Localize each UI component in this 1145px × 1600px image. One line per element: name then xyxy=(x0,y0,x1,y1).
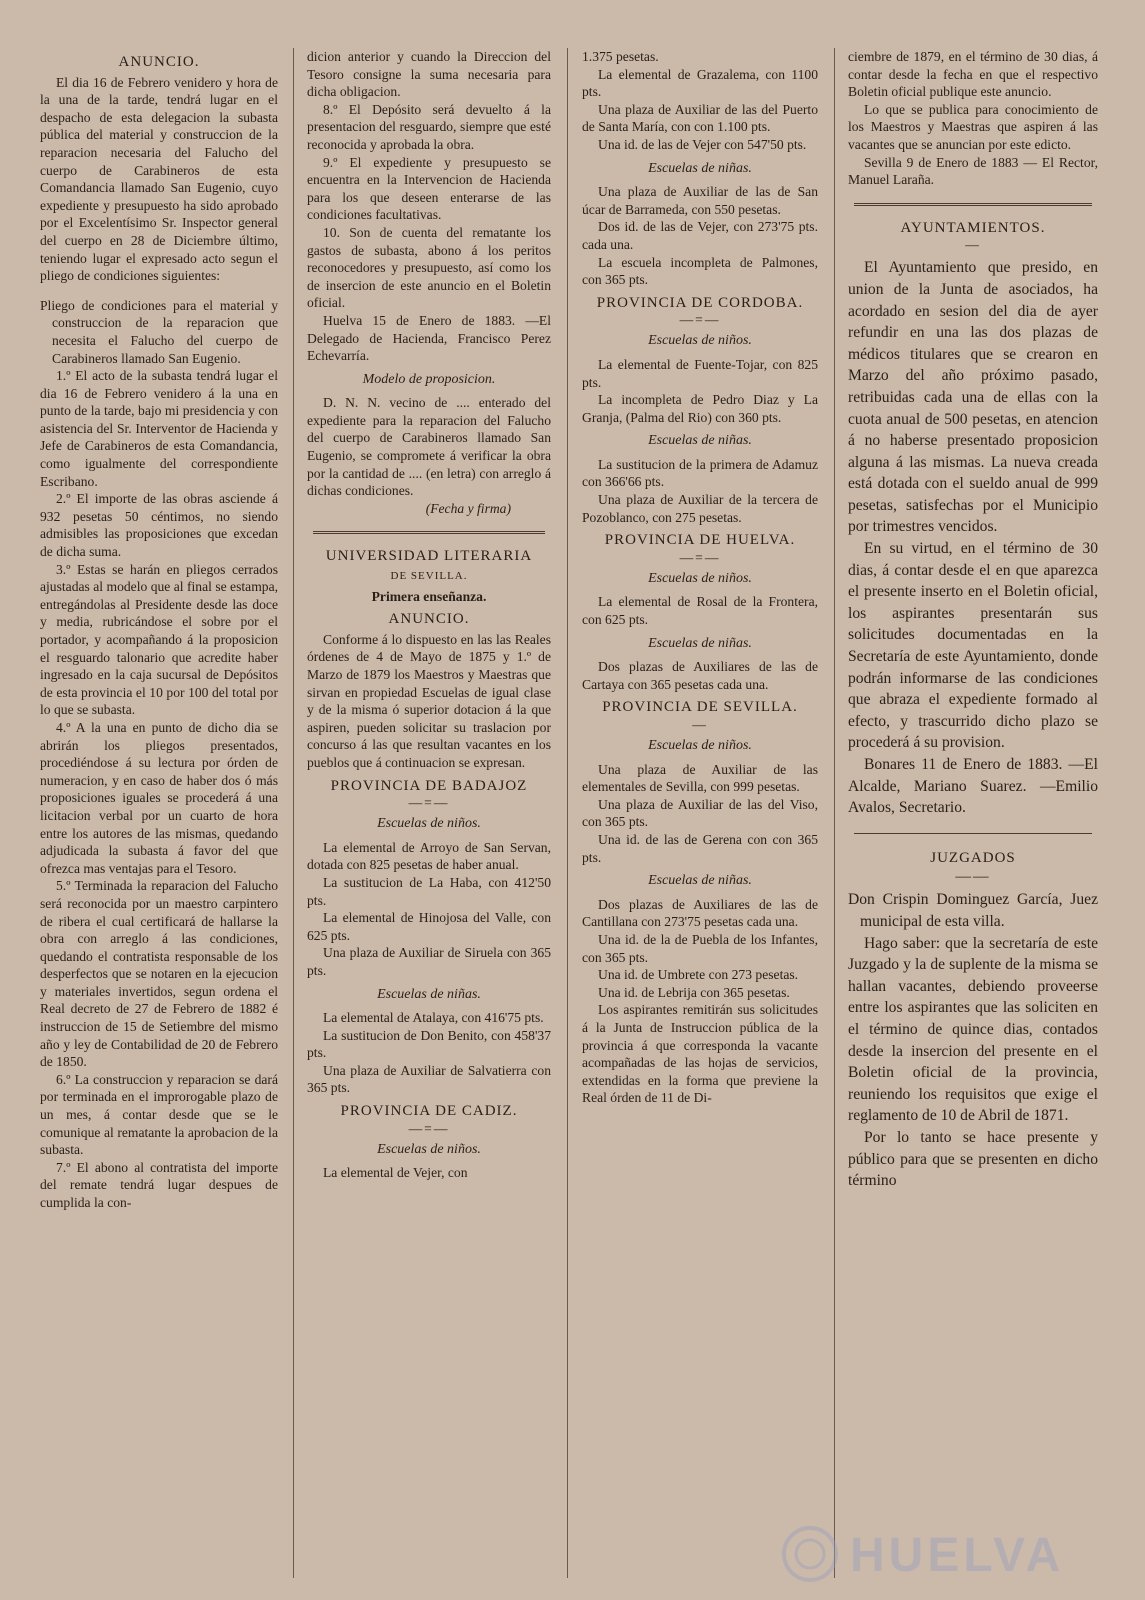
section-title: PROVINCIA DE BADAJOZ xyxy=(330,777,528,794)
paragraph: 5.º Terminada la reparacion del Falucho será reconocida por un maestro carpintero de ribera el cual certificará de hallarse la obra con arreglo á las condiciones, quedando el contratista responsable de los desperfectos que se notaren en la ejecucion y materiales invertidos, segun ordena el Real decreto de 27 de Febrero de 1882 é instruccion de 15 de Setiembre del mismo año y ley de Contabilidad de 20 de Febrero de 1850. xyxy=(40,878,278,1070)
paragraph: Una id. de las de Gerena con con 365 pts. xyxy=(582,831,818,865)
paragraph: Una id. de las de Vejer con 547'50 pts. xyxy=(598,136,807,152)
section-title: PROVINCIA DE CADIZ. xyxy=(340,1103,518,1120)
paragraph: Una plaza de Auxiliar de las del Viso, con 365 pts. xyxy=(582,796,818,830)
paragraph: Dos plazas de Auxiliares de las de Cartaya con 365 pesetas cada una. xyxy=(582,659,818,692)
paragraph: Huelva 15 de Enero de 1883. —El Delegado de Hacienda, Francisco Perez Echevarría. xyxy=(307,312,551,364)
paragraph: dicion anterior y cuando la Direccion del Tesoro consigne la suma necesaria para dicha obligacion. xyxy=(307,49,551,100)
paragraph: Una plaza de Auxiliar de las elementales de Sevilla, con 999 pesetas. xyxy=(582,761,818,795)
paragraph: 9.º El expediente y presupuesto se encuentra en la Intervencion de Hacienda para los que deseen enterarse de las condiciones facultativas. xyxy=(307,154,551,223)
paragraph: La elemental de Grazalema, con 1100 pts. xyxy=(582,66,818,100)
section-rule xyxy=(854,203,1092,206)
subheading: Primera enseñanza. xyxy=(371,588,487,604)
subheading: Escuelas de niños. xyxy=(648,570,752,586)
column-3 xyxy=(582,48,818,1588)
paragraph: Por lo tanto se hace presente y público para que se presenten en dicho término xyxy=(848,1128,1098,1190)
paragraph: Conforme á lo dispuesto en las las Reales órdenes de 4 de Mayo de 1875 y 1.º de Marzo de 1879 los Maestros y Maestras que sirvan en propiedad Escuelas de igual clase y de la misma ó superior dotacion á la que aspiren, pueden solicitar su traslacion por concurso á las que resultan vacantes en los pueblos que á continuacion se expresan. xyxy=(307,631,551,770)
section-rule xyxy=(854,833,1092,834)
paragraph: 7.º El abono al contratista del importe del remate tendrá lugar despues de cumplida la con- xyxy=(40,1159,278,1210)
ornament: — xyxy=(692,717,708,732)
paragraph: 8.º El Depósito será devuelto á la presentacion del resguardo, siempre que esté reconocida y aprobada la obra. xyxy=(307,101,551,152)
paragraph: La elemental de Atalaya, con 416'75 pts. xyxy=(323,1010,544,1026)
section-title: AYUNTAMIENTOS. xyxy=(900,219,1046,236)
paragraph: Don Crispin Dominguez García, Juez municipal de esta villa. xyxy=(848,891,1098,930)
paragraph: Una plaza de Auxiliar de las de San úcar de Barrameda, con 550 pesetas. xyxy=(582,184,818,217)
section-title: ANUNCIO. xyxy=(118,54,200,70)
subheading: Escuelas de niños. xyxy=(648,333,752,349)
paragraph: La incompleta de Pedro Diaz y La Granja, (Palma del Rio) con 360 pts. xyxy=(582,392,818,425)
subheading: Modelo de proposicion. xyxy=(362,371,496,387)
paragraph: (Fecha y firma) xyxy=(425,500,511,516)
paragraph: 2.º El importe de las obras asciende á 932 pesetas 50 céntimos, no siendo admisibles las proposiciones que excedan de dicha suma. xyxy=(40,491,278,560)
subheading: Escuelas de niñas. xyxy=(648,433,752,449)
subheading: Escuelas de niñas. xyxy=(648,635,752,651)
paragraph: Una plaza de Auxiliar de las del Puerto de Santa María, con con 1.100 pts. xyxy=(582,101,818,135)
section-title: PROVINCIA DE HUELVA. xyxy=(604,532,796,549)
paragraph: Una id. de Lebrija con 365 pesetas. xyxy=(598,984,790,1000)
ornament: —=— xyxy=(679,549,721,565)
seal-icon xyxy=(780,1524,840,1584)
paragraph: ciembre de 1879, en el término de 30 dias, á contar desde la fecha en que el respectivo Boletin oficial publique este anuncio. xyxy=(848,49,1098,100)
paragraph: Una plaza de Auxiliar de Salvatierra con 365 pts. xyxy=(307,1062,551,1096)
paragraph: 1.375 pesetas. xyxy=(582,49,659,64)
paragraph: Una id. de la de Puebla de los Infantes, con 365 pts. xyxy=(582,931,818,965)
subheading: Escuelas de niñas. xyxy=(648,873,752,889)
ornament: —=— xyxy=(408,795,450,811)
watermark-logo xyxy=(780,1520,1130,1590)
column-4 xyxy=(848,48,1098,1588)
subheading: Escuelas de niñas. xyxy=(377,986,481,1002)
ornament: — xyxy=(965,237,981,253)
paragraph: Una plaza de Auxiliar de la tercera de Pozoblanco, con 275 pesetas. xyxy=(582,492,818,525)
section-title: PROVINCIA DE SEVILLA. xyxy=(602,699,798,716)
section-rule xyxy=(313,531,545,534)
column-2 xyxy=(307,48,551,1588)
paragraph: Dos plazas de Auxiliares de las de Cantillana con 273'75 pesetas cada una. xyxy=(582,896,818,930)
paragraph: 4.º A la una en punto de dicho dia se abrirán los pliegos presentados, procediéndose á su lectura por órden de numeracion, y en caso de haber dos ó más proposiciones iguales se procederá á una licitacion verbal por un cuarto de hora entre los autores de las mismas, quedando adjudicada la subasta á favor del que ofrezca mas ventajas para el Tesoro. xyxy=(40,719,278,876)
paragraph: El Ayuntamiento que presido, en union de la Junta de asociados, ha acordado en sesion del dia de ayer refundir en una las dos plazas de médicos titulares que se crearon en Marzo del año próximo pasado, retribuidas cada una de ellas con la cuota anual de 500 pesetas, en atencion á no haberse presentado proposicion alguna á las mismas. La nueva creada está dotada con el sueldo anual de 999 pesetas, satisfechas por el Municipio por trimestres vencidos. xyxy=(848,259,1098,536)
subheading: Escuelas de niños. xyxy=(377,1141,481,1157)
paragraph: Sevilla 9 de Enero de 1883 — El Rector, Manuel Laraña. xyxy=(848,154,1098,188)
column-1 xyxy=(40,48,278,1588)
paragraph: La escuela incompleta de Palmones, con 365 pts. xyxy=(582,254,818,288)
paragraph: La elemental de Hinojosa del Valle, con 625 pts. xyxy=(307,910,551,943)
paragraph: 3.º Estas se harán en pliegos cerrados ajustadas al modelo que al final se estampa, entregándolas al Presidente desde las doce y media, rubricándose el sobre por el portador, y acompañando á la proposicion el resguardo talonario que acredite haber ingresado en la caja sucursal de Depósitos de esta provincia el 10 por 100 del total por lo que se subasta. xyxy=(40,561,278,718)
paragraph: El dia 16 de Febrero venidero y hora de la una de la tarde, tendrá lugar en el despacho de esta delegacion la subasta pública del material y construccion de la reparacion necesaria del Falucho del cuerpo de Carabineros de esta Comandancia llamado San Eugenio, cuyo expediente y presupuesto ha sido aprobado por el Excelentísimo Sr. Inspector general del cuerpo en 28 de Diciembre último, teniendo lugar el expresado acto segun el pliego de condiciones siguientes: xyxy=(40,74,278,284)
paragraph: En su virtud, en el término de 30 dias, á contar desde el en que aparezca el presente inserto en el Boletin oficial, los aspirantes presentarán sus solicitudes documentadas en la Secretaría de este Ayuntamiento, donde podrán informarse de las condiciones que abraza el expediente formado al efecto, y trascurrido dicho plazo se procederá á su provision. xyxy=(848,540,1098,752)
paragraph: 1.º El acto de la subasta tendrá lugar el dia 16 de Febrero venidero á la una en punto de la tarde, bajo mi presidencia y con asistencia del Sr. Interventor de Hacienda y Jefe de Carabineros de esta Comandancia, como igualmente del correspondiente Escribano. xyxy=(40,368,278,489)
column-divider xyxy=(834,48,835,1578)
column-divider xyxy=(567,48,568,1578)
column-divider xyxy=(293,48,294,1578)
section-title: JUZGADOS xyxy=(930,849,1016,866)
paragraph: Pliego de condiciones para el material y construccion de la reparacion que necesita el Falucho del cuerpo de Carabineros llamado San Eugenio. xyxy=(40,297,278,366)
subheading: Escuelas de niños. xyxy=(377,816,481,832)
paragraph: Bonares 11 de Enero de 1883. —El Alcalde, Mariano Suarez. —Emilio Avalos, Secretario. xyxy=(848,756,1098,817)
subheading: Escuelas de niñas. xyxy=(648,160,752,176)
ornament: —=— xyxy=(679,312,721,328)
paragraph: La sustitucion de la primera de Adamuz con 366'66 pts. xyxy=(582,456,818,490)
paragraph: Dos id. de las de Vejer, con 273'75 pts. cada una. xyxy=(582,219,818,252)
paragraph: 6.º La construccion y reparacion se dará por terminada en el improrogable plazo de un mes, á contar desde que se le comunique al rematante la aprobacion de la subasta. xyxy=(40,1071,278,1158)
paragraph: La sustitucion de Don Benito, con 458'37 pts. xyxy=(307,1027,551,1061)
paragraph: 10. Son de cuenta del rematante los gastos de subasta, abono á los peritos reconocedores y presupuesto, así como los de insercion de este anuncio en el Boletin oficial. xyxy=(307,224,551,311)
paragraph: Una plaza de Auxiliar de Siruela con 365 pts. xyxy=(307,945,551,978)
section-title: PROVINCIA DE CORDOBA. xyxy=(596,294,804,311)
paragraph: La elemental de Fuente-Tojar, con 825 pts. xyxy=(582,356,818,390)
paragraph: La elemental de Vejer, con xyxy=(323,1165,468,1181)
paragraph: Lo que se publica para conocimiento de los Maestros y Maestras que aspiren á las vacantes que se anuncian por este edicto. xyxy=(848,101,1098,152)
paragraph: La sustitucion de La Haba, con 412'50 pts. xyxy=(307,874,551,908)
paragraph: Los aspirantes remitirán sus solicitudes á la Junta de Instruccion pública de la provincia á que corresponda la vacante acompañadas de las hojas de servicios, extendidas en la forma que previene la Real órden de 11 de Di- xyxy=(582,1002,818,1106)
ornament: —— xyxy=(955,868,991,886)
paragraph: La elemental de Arroyo de San Servan, dotada con 825 pesetas de haber anual. xyxy=(307,839,551,873)
ornament: —=— xyxy=(408,1120,450,1136)
watermark-text: HUELVA xyxy=(850,1529,1065,1582)
section-title: ANUNCIO. xyxy=(388,611,470,628)
subheading: Escuelas de niños. xyxy=(648,738,752,753)
paragraph: D. N. N. vecino de .... enterado del expediente para la reparacion del Falucho del cuerpo de Carabineros llamado San Eugenio, se compromete á verificar la obra por la cantidad de .... (en letra) con arreglo á dichas condiciones. xyxy=(307,395,551,499)
paragraph: La elemental de Rosal de la Frontera, con 625 pts. xyxy=(582,594,818,628)
paragraph: Una id. de Umbrete con 273 pesetas. xyxy=(598,967,799,983)
section-subtitle: DE SEVILLA. xyxy=(390,570,468,583)
paragraph: Hago saber: que la secretaría de este Juzgado y la de suplente de la misma se hallan vacantes, debiendo proveerse entre los aspirantes que las soliciten en el término de quince dias, contados desde la insercion del presente en el Boletin oficial de la provincia, reuniendo los requisitos que exige el reglamento de 10 de Abril de 1871. xyxy=(848,934,1098,1125)
section-title: UNIVERSIDAD LITERARIA xyxy=(325,548,533,565)
